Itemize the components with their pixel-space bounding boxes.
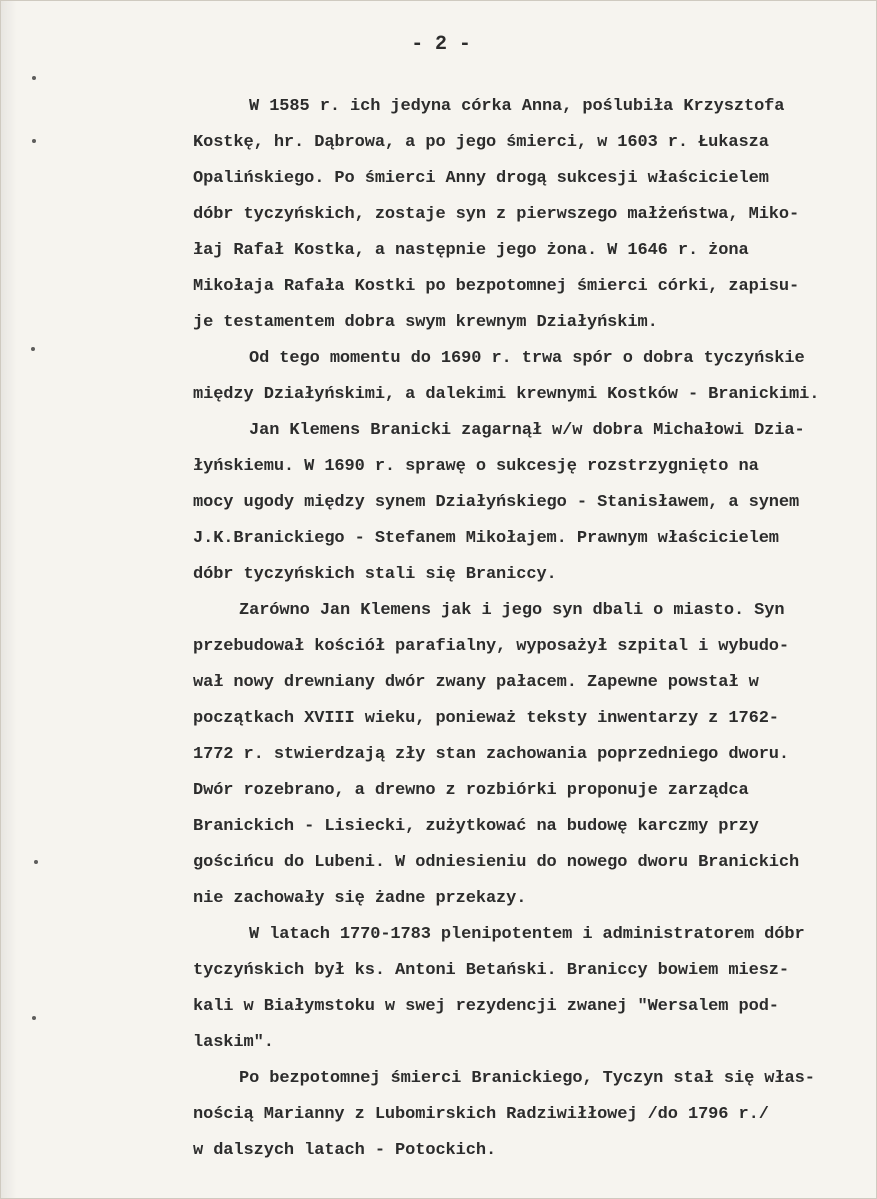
text-line-12: mocy ugody między synem Działyńskiego - Stanisławem, a synem xyxy=(193,493,800,512)
text-line-25: tyczyńskich był ks. Antoni Betański. Braniccy bowiem miesz- xyxy=(193,961,789,980)
text-line-13: J.K.Branickiego - Stefanem Mikołajem. Prawnym właścicielem xyxy=(193,529,779,548)
text-line-5: łaj Rafał Kostka, a następnie jego żona. W 1646 r. żona xyxy=(193,241,749,260)
margin-mark xyxy=(32,76,36,80)
margin-mark xyxy=(31,347,35,351)
text-line-11: łyńskiemu. W 1690 r. sprawę o sukcesję rozstrzygnięto na xyxy=(193,457,759,476)
text-line-2: Kostkę, hr. Dąbrowa, a po jego śmierci, w 1603 r. Łukasza xyxy=(193,133,769,152)
text-line-29: nością Marianny z Lubomirskich Radziwiłłowej /do 1796 r./ xyxy=(193,1105,769,1124)
text-line-1: W 1585 r. ich jedyna córka Anna, poślubiła Krzysztofa xyxy=(249,97,785,116)
text-line-18: początkach XVIII wieku, ponieważ teksty inwentarzy z 1762- xyxy=(193,709,779,728)
text-line-14: dóbr tyczyńskich stali się Braniccy. xyxy=(193,565,557,584)
margin-mark xyxy=(34,860,38,864)
text-line-8: Od tego momentu do 1690 r. trwa spór o dobra tyczyńskie xyxy=(249,349,805,368)
margin-mark xyxy=(32,139,36,143)
text-line-27: laskim". xyxy=(193,1033,274,1052)
scan-edge-shadow xyxy=(1,1,17,1198)
text-line-20: Dwór rozebrano, a drewno z rozbiórki proponuje zarządca xyxy=(193,781,749,800)
margin-mark xyxy=(32,1016,36,1020)
text-line-19: 1772 r. stwierdzają zły stan zachowania poprzedniego dworu. xyxy=(193,745,789,764)
text-line-3: Opalińskiego. Po śmierci Anny drogą sukcesji właścicielem xyxy=(193,169,769,188)
text-line-21: Branickich - Lisiecki, zużytkować na budowę karczmy przy xyxy=(193,817,759,836)
text-line-17: wał nowy drewniany dwór zwany pałacem. Zapewne powstał w xyxy=(193,673,759,692)
text-line-15: Zarówno Jan Klemens jak i jego syn dbali o miasto. Syn xyxy=(239,601,785,620)
text-line-30: w dalszych latach - Potockich. xyxy=(193,1141,497,1160)
text-line-16: przebudował kościół parafialny, wyposażył szpital i wybudo- xyxy=(193,637,789,656)
text-line-10: Jan Klemens Branicki zagarnął w/w dobra Michałowi Dzia- xyxy=(249,421,805,440)
text-line-22: gościńcu do Lubeni. W odniesieniu do nowego dworu Branickich xyxy=(193,853,800,872)
text-line-28: Po bezpotomnej śmierci Branickiego, Tyczyn stał się włas- xyxy=(239,1069,815,1088)
page-number: - 2 - xyxy=(411,33,471,56)
text-line-23: nie zachowały się żadne przekazy. xyxy=(193,889,527,908)
text-line-7: je testamentem dobra swym krewnym Działyńskim. xyxy=(193,313,658,332)
text-line-4: dóbr tyczyńskich, zostaje syn z pierwszego małżeństwa, Miko- xyxy=(193,205,800,224)
text-line-26: kali w Białymstoku w swej rezydencji zwanej "Wersalem pod- xyxy=(193,997,779,1016)
text-line-24: W latach 1770-1783 plenipotentem i administratorem dóbr xyxy=(249,925,805,944)
text-line-9: między Działyńskimi, a dalekimi krewnymi Kostków - Branickimi. xyxy=(193,385,820,404)
text-line-6: Mikołaja Rafała Kostki po bezpotomnej śmierci córki, zapisu- xyxy=(193,277,800,296)
